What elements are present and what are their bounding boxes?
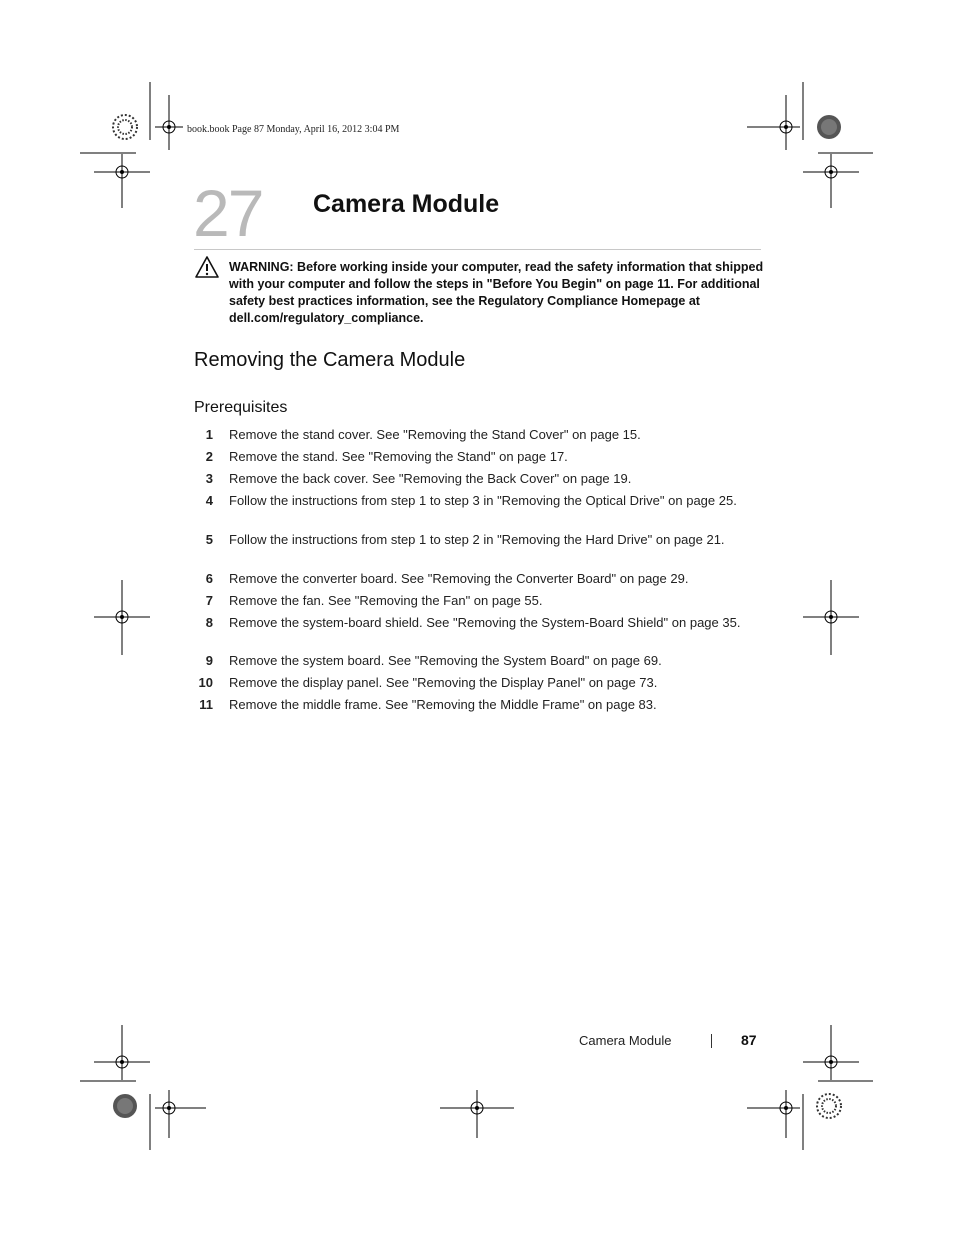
step-number: 5 [205,532,213,547]
step-number: 1 [205,427,213,442]
step-number: 11 [199,697,213,712]
step-number: 10 [198,675,213,690]
chapter-title: Camera Module [313,190,500,218]
step-text: Remove the display panel. See "Removing the Display Panel" on page 73. [229,675,658,690]
step-text: Follow the instructions from step 1 to step 3 in "Removing the Optical Drive" on page 25. [229,493,737,508]
step-number: 2 [205,449,213,464]
step-number: 9 [205,653,213,668]
chapter-number: 27 [193,176,263,250]
chapter-divider [194,249,761,250]
step-text: Remove the stand. See "Removing the Stand" on page 17. [229,449,568,464]
step-text: Remove the stand cover. See "Removing the Stand Cover" on page 15. [229,427,641,442]
step-number: 4 [205,493,213,508]
step-text: Remove the back cover. See "Removing the Back Cover" on page 19. [229,471,632,486]
step-number: 7 [205,593,213,608]
print-header-stamp: book.book Page 87 Monday, April 16, 2012 3:04 PM [187,124,400,135]
step-text: Remove the system-board shield. See "Removing the System-Board Shield" on page 35. [229,615,741,630]
warning-text: WARNING: Before working inside your computer, read the safety information that shipped with your computer and follow the steps in "Before You Begin" on page 11. For additional safety best practices information, see the Regulatory Compliance Homepage at dell.com/regulatory_compliance. [229,260,764,325]
page-number: 87 [741,1032,757,1048]
footer-separator [711,1034,712,1048]
step-text: Remove the system board. See "Removing the System Board" on page 69. [229,653,662,668]
step-text: Remove the fan. See "Removing the Fan" on page 55. [229,593,543,608]
step-text: Remove the converter board. See "Removing the Converter Board" on page 29. [229,571,689,586]
step-text: Follow the instructions from step 1 to step 2 in "Removing the Hard Drive" on page 21. [229,532,725,547]
step-text: Remove the middle frame. See "Removing the Middle Frame" on page 83. [229,697,657,712]
prerequisites-heading: Prerequisites [194,399,288,416]
footer-chapter-title: Camera Module [579,1033,672,1048]
step-number: 6 [205,571,213,586]
step-number: 3 [205,471,213,486]
step-number: 8 [205,615,213,630]
warning-triangle-icon [194,255,220,279]
section-title: Removing the Camera Module [194,349,466,371]
